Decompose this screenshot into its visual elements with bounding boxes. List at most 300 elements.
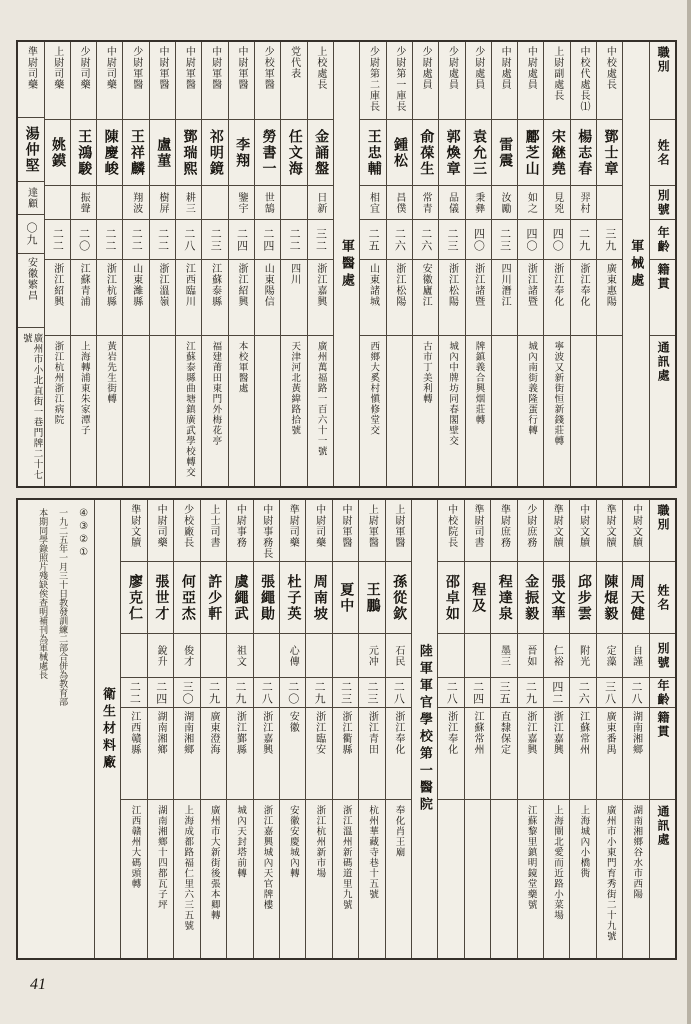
rank-cell: 準尉司書 (465, 500, 490, 562)
name-cell: 鄧士章 (597, 120, 622, 186)
alias-cell: 晉如 (518, 634, 543, 678)
field-label: 姓名 (650, 120, 675, 186)
native-cell: 廣東澄海 (201, 708, 226, 800)
alias-cell (254, 634, 279, 678)
age-cell: 二六 (387, 220, 412, 260)
age-cell: 三〇 (174, 678, 199, 708)
section-divider (411, 500, 437, 958)
person-column (491, 42, 517, 486)
age-cell: 二〇 (71, 220, 96, 260)
address-cell: 城內南街義隆蛋行轉 (526, 341, 537, 436)
alias-cell: 如之 (518, 186, 543, 220)
name-cell: 袁允三 (466, 120, 491, 186)
address-cell (465, 800, 490, 958)
native-cell: 浙江溫嶺 (150, 260, 175, 336)
name-cell: 鄧瑞熙 (176, 120, 201, 186)
alias-cell: 附光 (570, 634, 595, 678)
native-cell: 浙江松陽 (439, 260, 464, 336)
alias-cell (281, 186, 306, 220)
rank-cell: 少尉處員 (439, 42, 464, 120)
alias-cell: 祖文 (227, 634, 252, 678)
age-cell: 二八 (254, 678, 279, 708)
name-cell: 張文華 (544, 562, 569, 634)
name-cell: 任文海 (281, 120, 306, 186)
footnote-markers: ④③②① (78, 508, 90, 560)
name-cell: 孫從欽 (386, 562, 411, 634)
field-label: 別號 (650, 186, 675, 220)
alias-cell: 定藻 (597, 634, 622, 678)
age-cell: 二八 (438, 678, 463, 708)
address-cell: 江西贛州大碼頭轉 (129, 805, 140, 889)
name-cell: 陳焜毅 (597, 562, 622, 634)
person-column (228, 42, 254, 486)
alias-cell: 汝勵 (492, 186, 517, 220)
address-cell (123, 336, 148, 486)
age-cell: 三二 (308, 220, 333, 260)
person-column (280, 42, 306, 486)
native-cell: 浙江紹興 (229, 260, 254, 336)
address-cell: 浙江溫州新碼道里九號 (340, 805, 351, 910)
roster-table-top (16, 40, 677, 488)
native-cell: 浙江奉化 (438, 708, 463, 800)
rank-cell: 少尉司藥 (71, 42, 96, 120)
age-cell: 二二 (123, 220, 148, 260)
native-cell: 浙江奉化 (571, 260, 596, 336)
rank-cell: 中尉文牘 (570, 500, 595, 562)
age-cell: 二四 (229, 220, 254, 260)
rank-cell: 中尉文牘 (623, 500, 648, 562)
alias-cell (201, 634, 226, 678)
rank-cell: 上尉軍醫 (359, 500, 384, 562)
person-column (175, 42, 201, 486)
rank-cell: 少校廠長 (174, 500, 199, 562)
address-cell (492, 336, 517, 486)
native-cell: 湖南湘鄉 (623, 708, 648, 800)
rank-cell: 中尉軍醫 (333, 500, 358, 562)
alias-cell: 品儀 (439, 186, 464, 220)
notes-column (18, 500, 94, 958)
person-column (570, 42, 596, 486)
rank-cell: 少尉處員 (466, 42, 491, 120)
name-cell: 金振毅 (518, 562, 543, 634)
native-cell: 四川 (281, 260, 306, 336)
age-cell: 二六 (570, 678, 595, 708)
name-cell: 虞繩武 (227, 562, 252, 634)
rank-cell: 準尉文牘 (597, 500, 622, 562)
person-column (465, 42, 491, 486)
alias-cell: 日新 (308, 186, 333, 220)
alias-cell: 耕三 (176, 186, 201, 220)
address-cell: 城內天封塔前轉 (235, 805, 246, 879)
alias-cell (45, 186, 70, 220)
address-cell: 古市丁美利轉 (420, 341, 431, 404)
name-cell: 周天健 (623, 562, 648, 634)
person-column (147, 500, 173, 958)
person-column (226, 500, 252, 958)
person-column (122, 42, 148, 486)
roster-table-bottom (16, 498, 677, 960)
person-column (412, 42, 438, 486)
alias-cell (438, 634, 463, 678)
native-cell: 山東諸城 (360, 260, 385, 336)
address-cell: 湖南湘鄉谷水市西陽 (631, 805, 642, 900)
footnotes (18, 500, 94, 958)
address-cell: 安徽安慶城內轉 (287, 805, 298, 879)
person-column (120, 500, 146, 958)
native-cell: 浙江嘉興 (254, 708, 279, 800)
footnote-line: 一九二五年一月三十日教發訓練二部合併為教育部 (58, 508, 69, 706)
age-cell: 二二 (45, 220, 70, 260)
age-cell: 四〇 (518, 220, 543, 260)
name-cell: 金誦盤 (308, 120, 333, 186)
person-column (44, 42, 70, 486)
age-cell: 二三 (359, 678, 384, 708)
person-column (596, 500, 622, 958)
rank-cell: 少尉第二庫長 (360, 42, 385, 120)
rank-cell: 中尉軍醫 (150, 42, 175, 120)
rank-cell: 上尉軍醫 (386, 500, 411, 562)
person-column (307, 42, 333, 486)
alias-cell: 墨三 (491, 634, 516, 678)
rank-cell: 少尉第一庫長 (387, 42, 412, 120)
section-divider (333, 42, 359, 486)
rank-cell: 中校處長 (597, 42, 622, 120)
native-cell: 廣東惠陽 (597, 260, 622, 336)
age-cell: 三八 (597, 678, 622, 708)
person-column (200, 500, 226, 958)
address-cell: 上海閘北愛而近路小菜場 (551, 805, 562, 921)
field-label: 年齡 (650, 220, 675, 260)
person-column (332, 500, 358, 958)
footnote-line: 本期同學錄照片殘缺俟查明補刊為軍械處長 (38, 508, 49, 679)
age-cell: 四二 (544, 678, 569, 708)
name-cell: 李翔 (229, 120, 254, 186)
name-cell: 陳慶峻 (97, 120, 122, 186)
age-cell: 二四 (255, 220, 280, 260)
alias-cell: 仁裕 (544, 634, 569, 678)
address-cell: 城內中牌坊同春閣壁交 (447, 341, 458, 446)
native-cell: 浙江嘉興 (518, 708, 543, 800)
address-cell: 上海轉浦東朱家潭子 (78, 341, 89, 436)
person-column (149, 42, 175, 486)
field-label: 職別 (650, 42, 675, 120)
name-cell: 鍾松 (387, 120, 412, 186)
field-header-column (649, 500, 675, 958)
rank-cell: 中尉軍醫 (202, 42, 227, 120)
name-cell: 郭煥章 (439, 120, 464, 186)
alias-cell: 昌僕 (387, 186, 412, 220)
person-column (173, 500, 199, 958)
native-cell: 浙江青田 (359, 708, 384, 800)
rank-cell: 党代表 (281, 42, 306, 120)
rank-cell: 少尉庶務 (518, 500, 543, 562)
native-cell: 江西臨川 (176, 260, 201, 336)
name-cell: 張繩勛 (254, 562, 279, 634)
age-cell: 二九 (227, 678, 252, 708)
native-cell: 浙江松陽 (387, 260, 412, 336)
field-label: 別號 (650, 634, 675, 678)
native-cell: 浙江奉化 (386, 708, 411, 800)
name-cell: 王鵬 (359, 562, 384, 634)
person-column (437, 500, 463, 958)
name-cell: 湯仲堅 (18, 118, 43, 182)
rank-cell: 中校代處長⑴ (571, 42, 596, 120)
alias-cell: 心傳 (280, 634, 305, 678)
address-cell: 廣州市小東門育秀街二十九號 (604, 805, 615, 942)
name-cell: 許少軒 (201, 562, 226, 634)
name-cell: 邱步雲 (570, 562, 595, 634)
rank-cell: 少尉處員 (413, 42, 438, 120)
address-cell: 浙江杭州浙江病院 (52, 341, 63, 425)
age-cell: 二九 (571, 220, 596, 260)
alias-cell (333, 634, 358, 678)
address-cell (150, 336, 175, 486)
age-cell: 二九 (201, 678, 226, 708)
name-cell: 祁明鏡 (202, 120, 227, 186)
rank-cell: 中尉司藥 (306, 500, 331, 562)
name-cell: 雷震 (492, 120, 517, 186)
address-cell: 牌鎮義合興烟莊轉 (473, 341, 484, 425)
name-cell: 酈芝山 (518, 120, 543, 186)
age-cell: 二二 (150, 220, 175, 260)
person-column (358, 500, 384, 958)
person-column (70, 42, 96, 486)
address-cell (491, 800, 516, 958)
name-cell: 廖克仁 (121, 562, 146, 634)
native-cell: 浙江杭縣 (97, 260, 122, 336)
person-column (386, 42, 412, 486)
native-cell: 山東濰縣 (123, 260, 148, 336)
address-cell: 天津河北黃緯路拾號 (289, 341, 300, 436)
person-column (596, 42, 622, 486)
field-label: 通訊處 (656, 805, 671, 847)
address-cell: 黃岩先生街轉 (105, 341, 116, 404)
rank-cell: 中校院長 (438, 500, 463, 562)
name-cell: 邵卓如 (438, 562, 463, 634)
alias-cell: 常青 (413, 186, 438, 220)
rank-cell: 上尉司藥 (45, 42, 70, 120)
alias-cell (597, 186, 622, 220)
age-cell: 二二 (121, 678, 146, 708)
rank-cell: 中尉司藥 (148, 500, 173, 562)
rank-cell: 上士司書 (201, 500, 226, 562)
name-cell: 杜子英 (280, 562, 305, 634)
rank-cell: 準尉司藥 (18, 42, 43, 118)
person-column (18, 42, 43, 486)
age-cell: 二九 (518, 678, 543, 708)
age-cell: 二二 (281, 220, 306, 260)
name-cell: 夏中 (333, 562, 358, 634)
alias-cell: 銳升 (148, 634, 173, 678)
rank-cell: 準尉文牘 (121, 500, 146, 562)
age-cell: 二五 (360, 220, 385, 260)
age-cell: 二四 (148, 678, 173, 708)
rank-cell: 中尉軍醫 (176, 42, 201, 120)
name-cell: 程及 (465, 562, 490, 634)
age-cell: 二八 (623, 678, 648, 708)
alias-cell: 鑒宇 (229, 186, 254, 220)
name-cell: 姚鏌 (45, 120, 70, 186)
person-column (490, 500, 516, 958)
name-cell: 盧菫 (150, 120, 175, 186)
age-cell: 二八 (386, 678, 411, 708)
person-column (359, 42, 385, 486)
address-cell: 江蘇黎里鎮明鏡堂藥號 (525, 805, 536, 910)
native-cell: 浙江鄞縣 (227, 708, 252, 800)
address-cell: 上海城內小橋衖 (578, 805, 589, 879)
age-cell: 二三 (439, 220, 464, 260)
alias-cell: 俊才 (174, 634, 199, 678)
alias-cell (202, 186, 227, 220)
native-cell: 浙江奉化 (544, 260, 569, 336)
native-cell: 江蘇常州 (465, 708, 490, 800)
alias-cell: 秉彝 (466, 186, 491, 220)
rank-cell: 中尉處員 (518, 42, 543, 120)
rank-cell: 中尉事務 (227, 500, 252, 562)
age-cell: 〇九 (18, 215, 43, 254)
name-cell: 俞葆生 (413, 120, 438, 186)
alias-cell: 翔波 (123, 186, 148, 220)
address-cell: 廣州市大新街後張本卿轉 (208, 805, 219, 921)
person-column (96, 42, 122, 486)
rank-cell: 少校軍醫 (255, 42, 280, 120)
native-cell: 浙江紹興 (45, 260, 70, 336)
rank-cell: 中尉事務長 (254, 500, 279, 562)
name-cell: 楊志春 (571, 120, 596, 186)
field-label: 籍貫 (650, 708, 675, 800)
person-column (254, 42, 280, 486)
section-divider (94, 500, 120, 958)
native-cell: 浙江衢縣 (333, 708, 358, 800)
native-cell: 湖南湘鄉 (174, 708, 199, 800)
native-cell: 浙江諸暨 (518, 260, 543, 336)
age-cell: 四〇 (466, 220, 491, 260)
field-label: 年齡 (650, 678, 675, 708)
rank-cell: 中尉處員 (492, 42, 517, 120)
person-column (517, 42, 543, 486)
name-cell: 王鴻駿 (71, 120, 96, 186)
alias-cell: 達顧 (18, 182, 43, 215)
address-cell: 湖南湘鄉十四都瓦子坪 (155, 805, 166, 910)
name-cell: 王忠輔 (360, 120, 385, 186)
rank-cell: 中尉軍醫 (229, 42, 254, 120)
alias-cell: 世鵠 (255, 186, 280, 220)
field-label: 通訊處 (656, 341, 671, 383)
address-cell: 杭州華藏寺巷十五號 (367, 805, 378, 900)
address-cell (597, 336, 622, 486)
address-cell: 廣州萬福路一百六十一號 (315, 341, 326, 457)
address-cell: 江蘇泰縣曲塘鎮廣武學校轉交 (184, 341, 195, 478)
alias-cell: 見兇 (544, 186, 569, 220)
name-cell: 勞書一 (255, 120, 280, 186)
page-number: 41 (30, 976, 46, 993)
age-cell: 三五 (491, 678, 516, 708)
name-cell: 王祥麟 (123, 120, 148, 186)
name-cell: 宋継堯 (544, 120, 569, 186)
field-label: 姓名 (650, 562, 675, 634)
age-cell: 三九 (597, 220, 622, 260)
section-title: 軍醫處 (339, 238, 355, 290)
person-column (253, 500, 279, 958)
age-cell: 二四 (465, 678, 490, 708)
address-cell: 浙江杭州新市場 (314, 805, 325, 879)
rank-cell: 上校處長 (308, 42, 333, 120)
native-cell: 湖南湘鄉 (148, 708, 173, 800)
alias-cell: 樹屏 (150, 186, 175, 220)
rank-cell: 中尉司藥 (97, 42, 122, 120)
address-cell: 寧波又新街恒新錢莊轉 (552, 341, 563, 446)
person-column (569, 500, 595, 958)
age-cell: 二三 (333, 678, 358, 708)
person-column (438, 42, 464, 486)
section-title: 衛生材料廠 (101, 686, 117, 772)
person-column (279, 500, 305, 958)
age-cell: 二八 (176, 220, 201, 260)
alias-cell: 羿村 (571, 186, 596, 220)
native-cell: 浙江臨安 (306, 708, 331, 800)
address-cell: 上海成都路福仁里六三五號 (182, 805, 193, 931)
age-cell: 二九 (306, 678, 331, 708)
age-cell: 二二 (97, 220, 122, 260)
person-column (543, 500, 569, 958)
section-title: 陸軍軍官學校第一醫院 (417, 644, 433, 814)
age-cell: 二〇 (280, 678, 305, 708)
age-cell: 二三 (202, 220, 227, 260)
native-cell: 浙江嘉興 (308, 260, 333, 336)
address-cell: 奉化肖王廟 (393, 805, 404, 858)
field-label: 職別 (650, 500, 675, 562)
native-cell: 山東陽信 (255, 260, 280, 336)
address-cell: 福建莆田東門外梅花亭 (210, 341, 221, 446)
name-cell: 程達泉 (491, 562, 516, 634)
alias-cell (97, 186, 122, 220)
person-column (305, 500, 331, 958)
person-column (464, 500, 490, 958)
native-cell: 江蘇泰縣 (202, 260, 227, 336)
person-column (543, 42, 569, 486)
rank-cell: 準尉司藥 (280, 500, 305, 562)
native-cell: 江蘇常州 (570, 708, 595, 800)
name-cell: 張世才 (148, 562, 173, 634)
address-cell: 廣州市小北直街一巷門牌二十七號 (20, 332, 42, 480)
alias-cell: 自謹 (623, 634, 648, 678)
address-cell (255, 336, 280, 486)
native-cell: 廣東番禺 (597, 708, 622, 800)
alias-cell: 相宜 (360, 186, 385, 220)
alias-cell: 石民 (386, 634, 411, 678)
age-cell: 二三 (492, 220, 517, 260)
person-column (517, 500, 543, 958)
native-cell: 江蘇青浦 (71, 260, 96, 336)
alias-cell: 振聲 (71, 186, 96, 220)
section-divider (622, 42, 648, 486)
native-cell: 直隸保定 (491, 708, 516, 800)
native-cell: 安徽 (280, 708, 305, 800)
rank-cell: 準尉庶務 (491, 500, 516, 562)
native-cell: 安徽繁昌 (18, 254, 43, 328)
person-column (385, 500, 411, 958)
native-cell: 四川潛江 (492, 260, 517, 336)
person-column (622, 500, 648, 958)
field-header-column (649, 42, 675, 486)
address-cell (438, 800, 463, 958)
address-cell (571, 336, 596, 486)
alias-cell: 元冲 (359, 634, 384, 678)
rank-cell: 準尉文牘 (544, 500, 569, 562)
rank-cell: 少尉軍醫 (123, 42, 148, 120)
field-label: 籍貫 (650, 260, 675, 336)
alias-cell (465, 634, 490, 678)
